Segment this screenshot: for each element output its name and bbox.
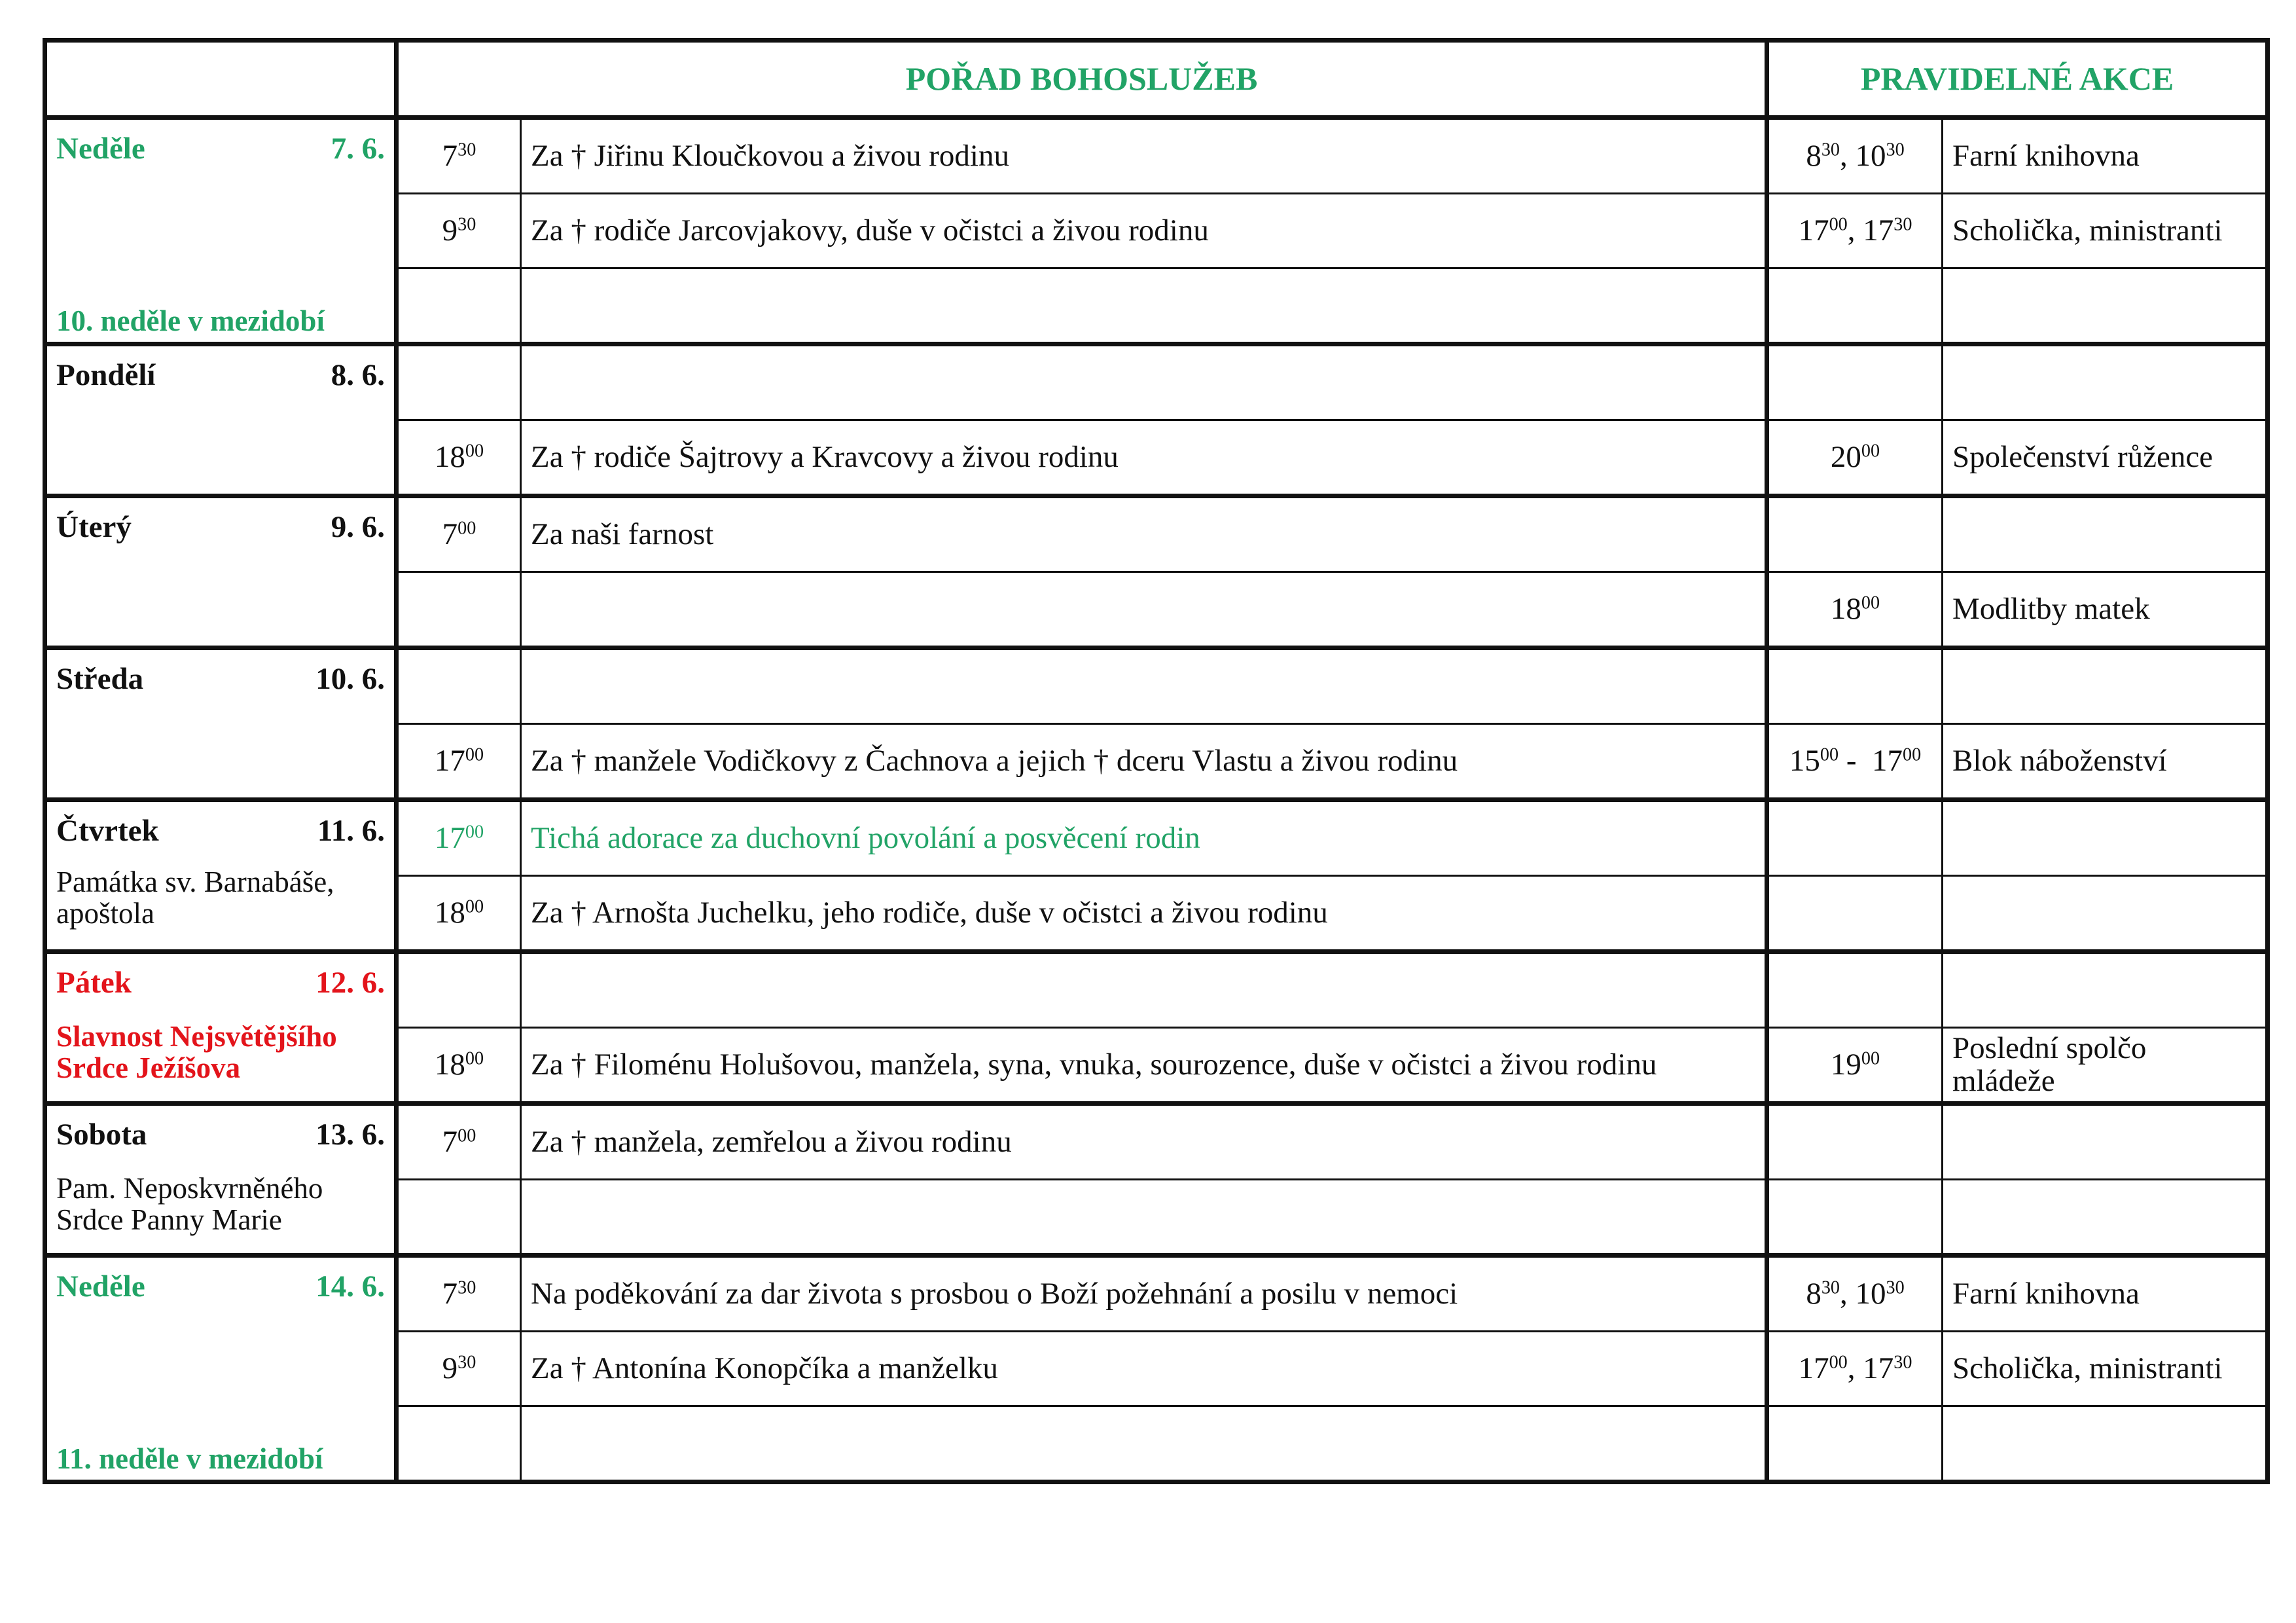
event-name — [1943, 648, 2268, 724]
day-date: 8. 6. — [331, 358, 385, 392]
mass-time: $18^{00}$ — [397, 876, 521, 952]
day-cell — [45, 118, 397, 344]
intention — [521, 952, 1767, 1028]
table-row — [45, 118, 2268, 194]
intention: Za † rodiče Jarcovjakovy, duše v očistci a živou rodinu — [521, 194, 1767, 268]
header-row — [45, 41, 2268, 118]
intention: Za † manžele Vodičkovy z Čachnova a jejich † dceru Vlastu a živou rodinu — [521, 724, 1767, 800]
mass-time: $7^{00}$ — [397, 1104, 521, 1180]
day-cell — [45, 800, 397, 952]
event-name — [1943, 1104, 2268, 1180]
event-time: $20^{00}$ — [1767, 420, 1943, 496]
day-subtitle: Slavnost Nejsvětějšího Srdce Ježíšova — [56, 1020, 337, 1084]
header-events: PRAVIDELNÉ AKCE — [1767, 41, 2268, 118]
intention: Za † manžela, zemřelou a živou rodinu — [521, 1104, 1767, 1180]
day-cell — [45, 344, 397, 496]
mass-time — [397, 268, 521, 344]
mass-time: $18^{00}$ — [397, 1028, 521, 1104]
event-time: $17^{00}$, $17^{30}$ — [1767, 194, 1943, 268]
event-time — [1767, 1406, 1943, 1482]
event-name: Farní knihovna — [1943, 118, 2268, 194]
event-name — [1943, 1406, 2268, 1482]
table-row — [45, 648, 2268, 724]
table-row — [45, 1256, 2268, 1332]
day-date: 11. 6. — [317, 814, 385, 848]
mass-time: $7^{00}$ — [397, 496, 521, 572]
event-name — [1943, 496, 2268, 572]
intention: Tichá adorace za duchovní povolání a posvěcení rodin — [521, 800, 1767, 876]
day-subtitle: Památka sv. Barnabáše, apoštola — [56, 866, 334, 930]
mass-time: $17^{00}$ — [397, 724, 521, 800]
day-subtitle: Pam. Neposkvrněného Srdce Panny Marie — [56, 1172, 323, 1236]
day-date: 14. 6. — [315, 1269, 385, 1304]
mass-time: $18^{00}$ — [397, 420, 521, 496]
event-time — [1767, 268, 1943, 344]
event-name: Modlitby matek — [1943, 572, 2268, 648]
mass-time — [397, 648, 521, 724]
intention — [521, 344, 1767, 420]
day-name: Čtvrtek — [56, 814, 159, 848]
header-empty-cell — [45, 41, 397, 118]
event-time: $8^{30}$, $10^{30}$ — [1767, 1256, 1943, 1332]
event-time — [1767, 344, 1943, 420]
day-date: 7. 6. — [331, 132, 385, 166]
intention — [521, 1406, 1767, 1482]
day-note: 10. neděle v mezidobí — [56, 304, 325, 337]
schedule-table — [43, 38, 2270, 1484]
event-time — [1767, 648, 1943, 724]
event-name: Poslední spolčo mládeže — [1943, 1028, 2268, 1104]
day-name: Neděle — [56, 1269, 145, 1304]
mass-time — [397, 1406, 521, 1482]
intention: Za † Arnošta Juchelku, jeho rodiče, duše v očistci a živou rodinu — [521, 876, 1767, 952]
event-name — [1943, 344, 2268, 420]
event-name — [1943, 800, 2268, 876]
table-row — [45, 344, 2268, 420]
day-date: 9. 6. — [331, 510, 385, 544]
event-time — [1767, 876, 1943, 952]
mass-time — [397, 572, 521, 648]
event-name: Scholička, ministranti — [1943, 194, 2268, 268]
mass-time: $7^{30}$ — [397, 118, 521, 194]
day-cell — [45, 496, 397, 648]
intention: Za naši farnost — [521, 496, 1767, 572]
event-name: Společenství růžence — [1943, 420, 2268, 496]
day-cell — [45, 648, 397, 800]
event-name — [1943, 1180, 2268, 1256]
intention: Na poděkování za dar života s prosbou o Boží požehnání a posilu v nemoci — [521, 1256, 1767, 1332]
event-time: $8^{30}$, $10^{30}$ — [1767, 118, 1943, 194]
event-name: Blok náboženství — [1943, 724, 2268, 800]
day-name: Pátek — [56, 966, 132, 1000]
mass-time — [397, 952, 521, 1028]
mass-time: $9^{30}$ — [397, 194, 521, 268]
day-name: Neděle — [56, 132, 145, 166]
event-name — [1943, 876, 2268, 952]
header-service: POŘAD BOHOSLUŽEB — [397, 41, 1767, 118]
day-date: 12. 6. — [315, 966, 385, 1000]
event-time — [1767, 800, 1943, 876]
day-note: 11. neděle v mezidobí — [56, 1442, 323, 1475]
day-date: 13. 6. — [315, 1118, 385, 1152]
intention: Za † Antonína Konopčíka a manželku — [521, 1332, 1767, 1406]
event-time — [1767, 952, 1943, 1028]
mass-time — [397, 344, 521, 420]
event-time: $15^{00} - 17^{00}$ — [1767, 724, 1943, 800]
intention — [521, 268, 1767, 344]
mass-time — [397, 1180, 521, 1256]
table-row — [45, 496, 2268, 572]
event-time — [1767, 496, 1943, 572]
event-name: Farní knihovna — [1943, 1256, 2268, 1332]
mass-time: $9^{30}$ — [397, 1332, 521, 1406]
day-name: Úterý — [56, 510, 132, 544]
intention — [521, 1180, 1767, 1256]
table-row — [45, 1104, 2268, 1180]
event-time: $18^{00}$ — [1767, 572, 1943, 648]
table-row — [45, 952, 2268, 1028]
event-time: $17^{00}$, $17^{30}$ — [1767, 1332, 1943, 1406]
event-name — [1943, 268, 2268, 344]
event-time — [1767, 1104, 1943, 1180]
intention: Za † rodiče Šajtrovy a Kravcovy a živou rodinu — [521, 420, 1767, 496]
day-name: Pondělí — [56, 358, 156, 392]
intention — [521, 572, 1767, 648]
day-name: Středa — [56, 662, 144, 696]
day-name: Sobota — [56, 1118, 147, 1152]
event-name: Scholička, ministranti — [1943, 1332, 2268, 1406]
mass-time: $17^{00}$ — [397, 800, 521, 876]
intention: Za † Filoménu Holušovou, manžela, syna, vnuka, sourozence, duše v očistci a živou rodinu — [521, 1028, 1767, 1104]
day-cell — [45, 1104, 397, 1256]
day-date: 10. 6. — [315, 662, 385, 696]
mass-time: $7^{30}$ — [397, 1256, 521, 1332]
table-row — [45, 800, 2268, 876]
event-time — [1767, 1180, 1943, 1256]
intention: Za † Jiřinu Kloučkovou a živou rodinu — [521, 118, 1767, 194]
event-time: $19^{00}$ — [1767, 1028, 1943, 1104]
event-name — [1943, 952, 2268, 1028]
day-cell — [45, 952, 397, 1104]
intention — [521, 648, 1767, 724]
day-cell — [45, 1256, 397, 1482]
